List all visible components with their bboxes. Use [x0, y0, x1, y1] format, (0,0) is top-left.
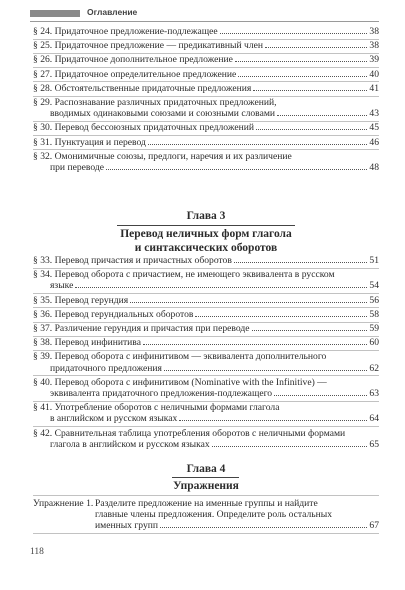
toc-entry-page: 46: [369, 136, 379, 148]
leader-dots: [277, 115, 367, 116]
page-number: 118: [30, 547, 44, 557]
toc-entry-page: 38: [369, 26, 379, 37]
leader-dots: [238, 76, 367, 77]
toc-entry-label: § 28. Обстоятельственные придаточные предложения: [33, 82, 252, 94]
toc-entry-line: [33, 295, 379, 306]
toc-entry-line: [33, 428, 379, 439]
toc-entry-page: 64: [369, 413, 379, 425]
toc-entry-page: 39: [369, 54, 379, 66]
leader-dots: [252, 330, 368, 331]
toc-entry-page: 62: [369, 362, 379, 374]
header-rule: [30, 21, 379, 22]
toc-entry-label: § 26. Придаточное дополнительное предложение: [33, 54, 233, 66]
toc-entry: [33, 40, 379, 51]
toc-entry: [33, 377, 379, 399]
toc-entry-page: 48: [369, 162, 379, 173]
leader-dots: [274, 395, 367, 396]
toc-entry: [33, 351, 379, 373]
chapter-3-heading: Глава 3: [186, 210, 226, 222]
toc-entry: [33, 402, 379, 424]
leader-dots: [220, 33, 368, 34]
toc-entry-line: [33, 402, 379, 413]
toc-entry-line: [33, 83, 379, 94]
leader-dots: [164, 370, 367, 371]
toc-entry-label-cont: в английском и русском языках: [50, 413, 178, 425]
toc-entry-page: 56: [369, 294, 379, 306]
toc-entry-line-cont: [33, 439, 379, 450]
toc-entry-line-cont: [33, 162, 379, 173]
toc-entry-line: [33, 137, 379, 148]
exercise-1-line3-text: именных групп: [95, 520, 159, 532]
toc-entry-label: § 40. Перевод оборота с инфинитивом (Nominative with the Infinitive) —: [33, 376, 327, 388]
leader-dots: [212, 446, 368, 447]
chapter-3-title-line2: и синтаксических оборотов: [134, 242, 278, 254]
toc-entry-line: [33, 351, 379, 362]
toc-entry-label: § 38. Перевод инфинитива: [33, 337, 141, 349]
toc-entry-line: [33, 337, 379, 348]
toc-entry: [33, 69, 379, 80]
leader-dots: [265, 47, 367, 48]
toc-entry-line: [33, 377, 379, 388]
toc-entry-line: [33, 54, 379, 65]
toc-entry-line: [33, 122, 379, 133]
leader-dots: [234, 262, 368, 263]
toc-entry-label: § 29. Распознавание различных придаточных предложений,: [33, 97, 277, 108]
toc-entry: [33, 255, 379, 266]
header-title: Оглавление: [87, 7, 138, 17]
toc-entry-label-cont: придаточного предложения: [50, 362, 162, 374]
toc-entry-line: [33, 323, 379, 334]
toc-entry: [33, 137, 379, 148]
toc-entry-line-cont: [33, 108, 379, 119]
leader-dots: [106, 169, 367, 170]
toc-entry-line: [33, 69, 379, 80]
leader-dots: [179, 420, 367, 421]
toc-entry-label: § 37. Различение герундия и причастия при переводе: [33, 323, 250, 334]
toc-entry-label: § 41. Употребление оборотов с неличными формами глагола: [33, 402, 280, 414]
toc-entry-page: 54: [369, 280, 379, 292]
toc-entry-line-cont: [33, 280, 379, 291]
toc-entry: [33, 97, 379, 119]
exercise-1-line2: главные члены предложения. Определите роль остальных: [95, 509, 333, 521]
toc-entry-label-cont: языке: [50, 280, 74, 292]
toc-entry-line-cont: [33, 363, 379, 374]
leader-dots: [148, 144, 368, 145]
toc-entry-label-cont: вводимых одинаковыми союзами и союзными словами: [50, 108, 276, 120]
toc-entry-label: § 35. Перевод герундия: [33, 294, 129, 306]
exercise-1-text: [95, 498, 379, 532]
toc-entry-label-cont: глагола в английском и русском языках: [50, 438, 210, 450]
leader-dots: [143, 344, 367, 345]
leader-dots: [256, 129, 367, 130]
toc-entry-page: 63: [369, 388, 379, 399]
toc-entry-line: [33, 151, 379, 162]
toc-entry-label: § 34. Перевод оборота с причастием, не имеющего эквивалента в русском: [33, 269, 335, 281]
toc-entry-label: § 36. Перевод герундиальных оборотов: [33, 308, 194, 320]
toc-entry-page: 41: [369, 82, 379, 94]
toc-entry-page: 43: [369, 108, 379, 120]
toc-entry-label: § 25. Придаточное предложение — предикативный член: [33, 40, 264, 52]
toc-entry-label-cont: эквивалента придаточного предложения-подлежащего: [50, 388, 273, 399]
exercise-bottom-rule: [33, 533, 379, 534]
toc-entry-line: [33, 255, 379, 266]
toc-entry-page: 58: [369, 308, 379, 320]
toc-entry-label: § 32. Омонимичные союзы, предлоги, наречия и их различение: [33, 150, 292, 162]
chapter-3-rule: [117, 225, 295, 226]
exercise-1-line3: [95, 520, 379, 531]
leader-dots: [253, 90, 367, 91]
leader-dots: [130, 302, 367, 303]
toc-entry: [33, 295, 379, 306]
toc-entry-page: 51: [369, 255, 379, 266]
leader-dots: [235, 61, 367, 62]
toc-entry-line: [33, 269, 379, 280]
leader-dots: [195, 316, 367, 317]
toc-entry-label: § 31. Пунктуация и перевод: [33, 136, 146, 148]
toc-entry-page: 45: [369, 122, 379, 134]
exercise-1-label: Упражнение 1.: [33, 498, 94, 509]
toc-entry: [33, 309, 379, 320]
running-header: [30, 7, 379, 21]
toc-entry-line: [33, 40, 379, 51]
leader-dots: [160, 527, 367, 528]
toc-entry-page: 38: [369, 40, 379, 52]
chapter-3-title-line1: Перевод неличных форм глагола: [120, 228, 292, 240]
toc-entry-page: 60: [369, 337, 379, 349]
toc-entry-label: § 33. Перевод причастия и причастных оборотов: [33, 255, 232, 266]
toc-entry-label: § 24. Придаточное предложение-подлежащее: [33, 26, 218, 37]
toc-entry-line-cont: [33, 388, 379, 399]
toc-entry-label: § 30. Перевод бессоюзных придаточных предложений: [33, 122, 255, 134]
toc-entry-label: § 27. Придаточное определительное предложение: [33, 68, 237, 80]
toc-entry: [33, 323, 379, 334]
chapter-4-title: Упражнения: [173, 480, 239, 492]
toc-entry: [33, 269, 379, 291]
toc-entry-page: 59: [369, 323, 379, 334]
exercise-1-page: 67: [369, 520, 379, 532]
toc-entry-label: § 42. Сравнительная таблица употребления оборотов с неличными формами: [33, 427, 346, 439]
exercise-1-line1: Разделите предложение на именные группы и найдите: [95, 498, 318, 509]
toc-entry-label: § 39. Перевод оборота с инфинитивом — эквивалента дополнительного: [33, 351, 327, 363]
toc-entry: [33, 83, 379, 94]
toc-entry-line: [33, 309, 379, 320]
leader-dots: [75, 287, 367, 288]
exercise-top-rule: [33, 495, 379, 496]
toc-entry: [33, 337, 379, 348]
chapter-4-heading: Глава 4: [186, 463, 226, 475]
toc-entry-label-cont: при переводе: [50, 162, 105, 173]
toc-entry: [33, 54, 379, 65]
toc-entry-line: [33, 26, 379, 37]
toc-entry-line-cont: [33, 413, 379, 424]
toc-entry: [33, 151, 379, 173]
toc-entry-page: 65: [369, 438, 379, 450]
header-bar: [30, 10, 80, 17]
toc-entry: [33, 122, 379, 133]
toc-entry: [33, 428, 379, 450]
toc-entry: [33, 26, 379, 37]
toc-entry-line: [33, 97, 379, 108]
chapter-4-rule: [172, 477, 239, 478]
toc-entry-page: 40: [369, 68, 379, 80]
